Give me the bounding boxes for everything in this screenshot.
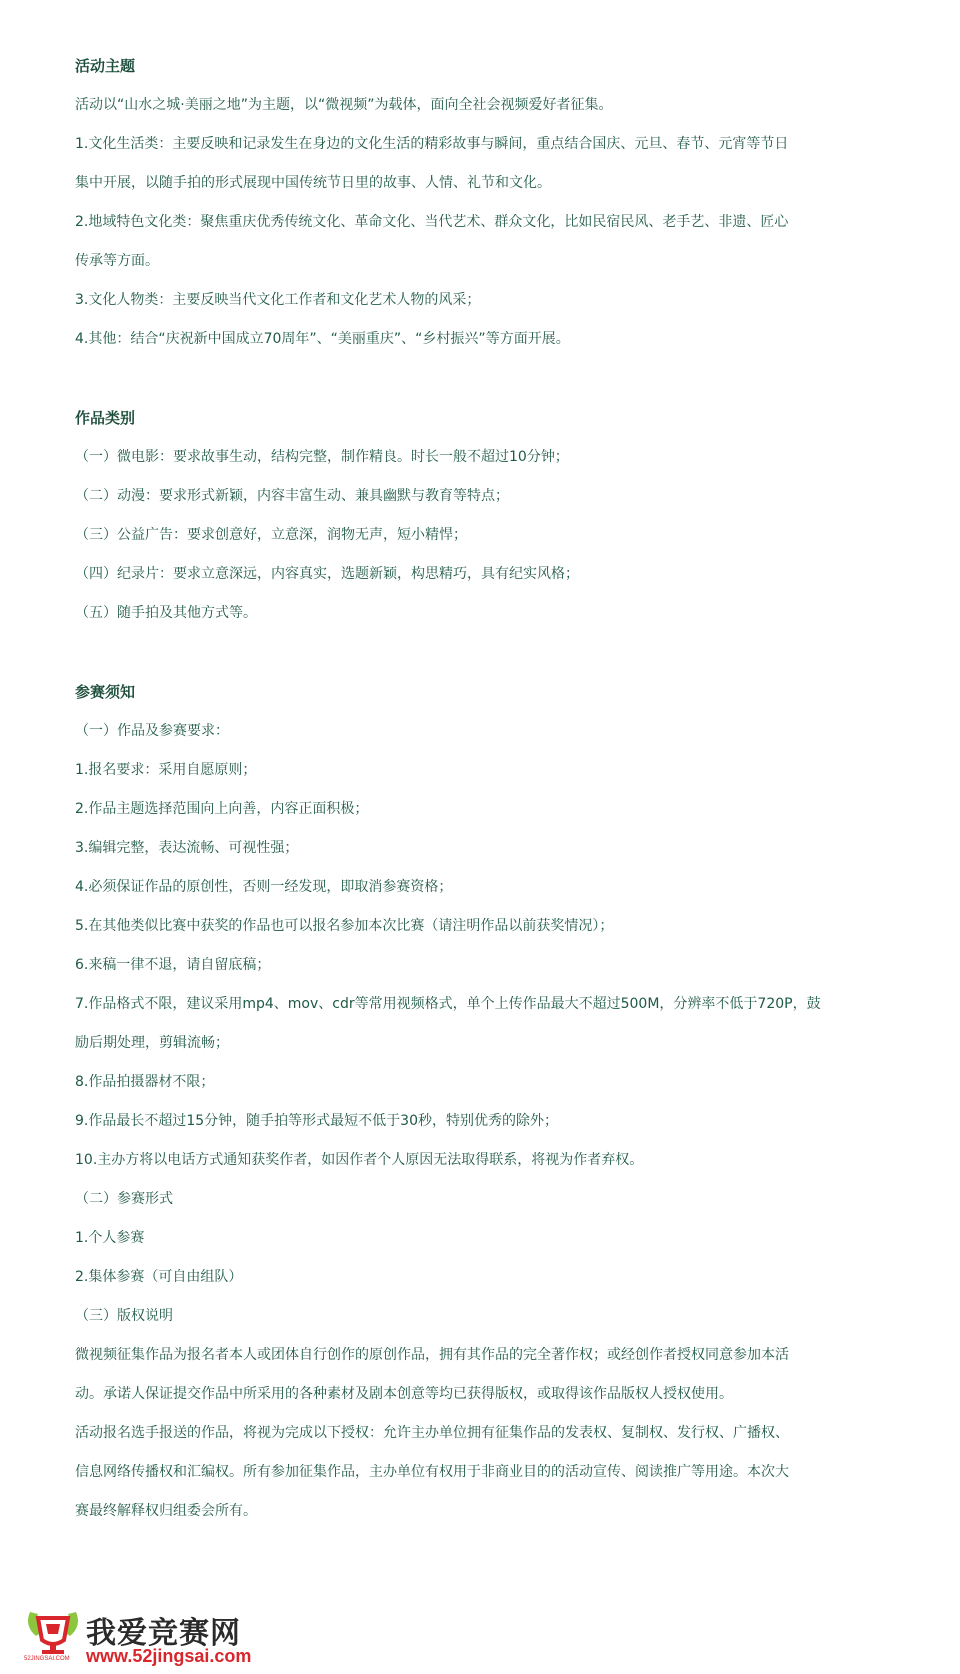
paragraph-line: （四）纪录片：要求立意深远，内容真实，选题新颖，构思精巧，具有纪实风格； [75, 566, 579, 582]
paragraph-line: 10.主办方将以电话方式通知获奖作者，如因作者个人原因无法取得联系，将视为作者弃权。 [75, 1152, 644, 1168]
section-heading-categories: 作品类别 [75, 409, 136, 427]
paragraph-line: 7.作品格式不限，建议采用mp4、mov、cdr等常用视频格式，单个上传作品最大不超过500M，分辨率不低于720P，鼓 [75, 996, 821, 1012]
paragraph-line: 5.在其他类似比赛中获奖的作品也可以报名参加本次比赛（请注明作品以前获奖情况）； [75, 918, 614, 934]
paragraph-line: 1.文化生活类：主要反映和记录发生在身边的文化生活的精彩故事与瞬间，重点结合国庆、元旦、春节、元宵等节日 [75, 136, 789, 152]
paragraph-line: （二）参赛形式 [75, 1191, 173, 1207]
paragraph-line: 活动报名选手报送的作品，将视为完成以下授权：允许主办单位拥有征集作品的发表权、复制权、发行权、广播权、 [75, 1425, 789, 1441]
site-watermark [22, 1606, 282, 1668]
paragraph-line: 信息网络传播权和汇编权。所有参加征集作品，主办单位有权用于非商业目的的活动宣传、阅读推广等用途。本次大 [75, 1464, 789, 1480]
paragraph-line: 微视频征集作品为报名者本人或团体自行创作的原创作品，拥有其作品的完全著作权；或经创作者授权同意参加本活 [75, 1347, 789, 1363]
paragraph-line: 8.作品拍摄器材不限； [75, 1074, 215, 1090]
paragraph-line: （二）动漫：要求形式新颖，内容丰富生动、兼具幽默与教育等特点； [75, 488, 509, 504]
paragraph-line: （五）随手拍及其他方式等。 [75, 605, 257, 621]
paragraph-line: 1.个人参赛 [75, 1230, 145, 1246]
paragraph-line: 2.地域特色文化类：聚焦重庆优秀传统文化、革命文化、当代艺术、群众文化，比如民宿民风、老手艺、非遗、匠心 [75, 214, 789, 230]
watermark-url: www.52jingsai.com [86, 1646, 252, 1666]
paragraph-line: （三）公益广告：要求创意好，立意深，润物无声，短小精悍； [75, 527, 467, 543]
paragraph-line: （一）微电影：要求故事生动，结构完整，制作精良。时长一般不超过10分钟； [75, 449, 569, 465]
watermark-logo-text: 52JINGSAI.COM [24, 1656, 70, 1662]
section-heading-notice: 参赛须知 [75, 683, 136, 701]
paragraph-line: 传承等方面。 [75, 253, 159, 269]
paragraph-line: 集中开展，以随手拍的形式展现中国传统节日里的故事、人情、礼节和文化。 [75, 175, 551, 191]
watermark-site-name: 我爱竞赛网 [86, 1616, 241, 1651]
paragraph-line: 2.集体参赛（可自由组队） [75, 1269, 243, 1285]
paragraph-line: 6.来稿一律不退，请自留底稿； [75, 957, 271, 973]
paragraph-line: 3.编辑完整，表达流畅、可视性强； [75, 840, 299, 856]
paragraph-line: 赛最终解释权归组委会所有。 [75, 1503, 257, 1519]
paragraph-line: 励后期处理，剪辑流畅； [75, 1035, 229, 1051]
paragraph-line: 4.其他：结合“庆祝新中国成立70周年”、“美丽重庆”、“乡村振兴”等方面开展。 [75, 331, 570, 347]
paragraph-line: （一）作品及参赛要求： [75, 723, 229, 739]
section-heading-theme: 活动主题 [75, 57, 136, 75]
paragraph-line: （三）版权说明 [75, 1308, 173, 1324]
paragraph-line: 3.文化人物类：主要反映当代文化工作者和文化艺术人物的风采； [75, 292, 481, 308]
paragraph-line: 9.作品最长不超过15分钟，随手拍等形式最短不低于30秒，特别优秀的除外； [75, 1113, 558, 1129]
paragraph-line: 动。承诺人保证提交作品中所采用的各种素材及剧本创意等均已获得版权，或取得该作品版权人授权使用。 [75, 1386, 733, 1402]
paragraph-line: 2.作品主题选择范围向上向善，内容正面积极； [75, 801, 369, 817]
paragraph-line: 活动以“山水之城·美丽之地”为主题，以“微视频”为载体，面向全社会视频爱好者征集。 [75, 97, 613, 113]
paragraph-line: 1.报名要求：采用自愿原则； [75, 762, 257, 778]
paragraph-line: 4.必须保证作品的原创性，否则一经发现，即取消参赛资格； [75, 879, 453, 895]
